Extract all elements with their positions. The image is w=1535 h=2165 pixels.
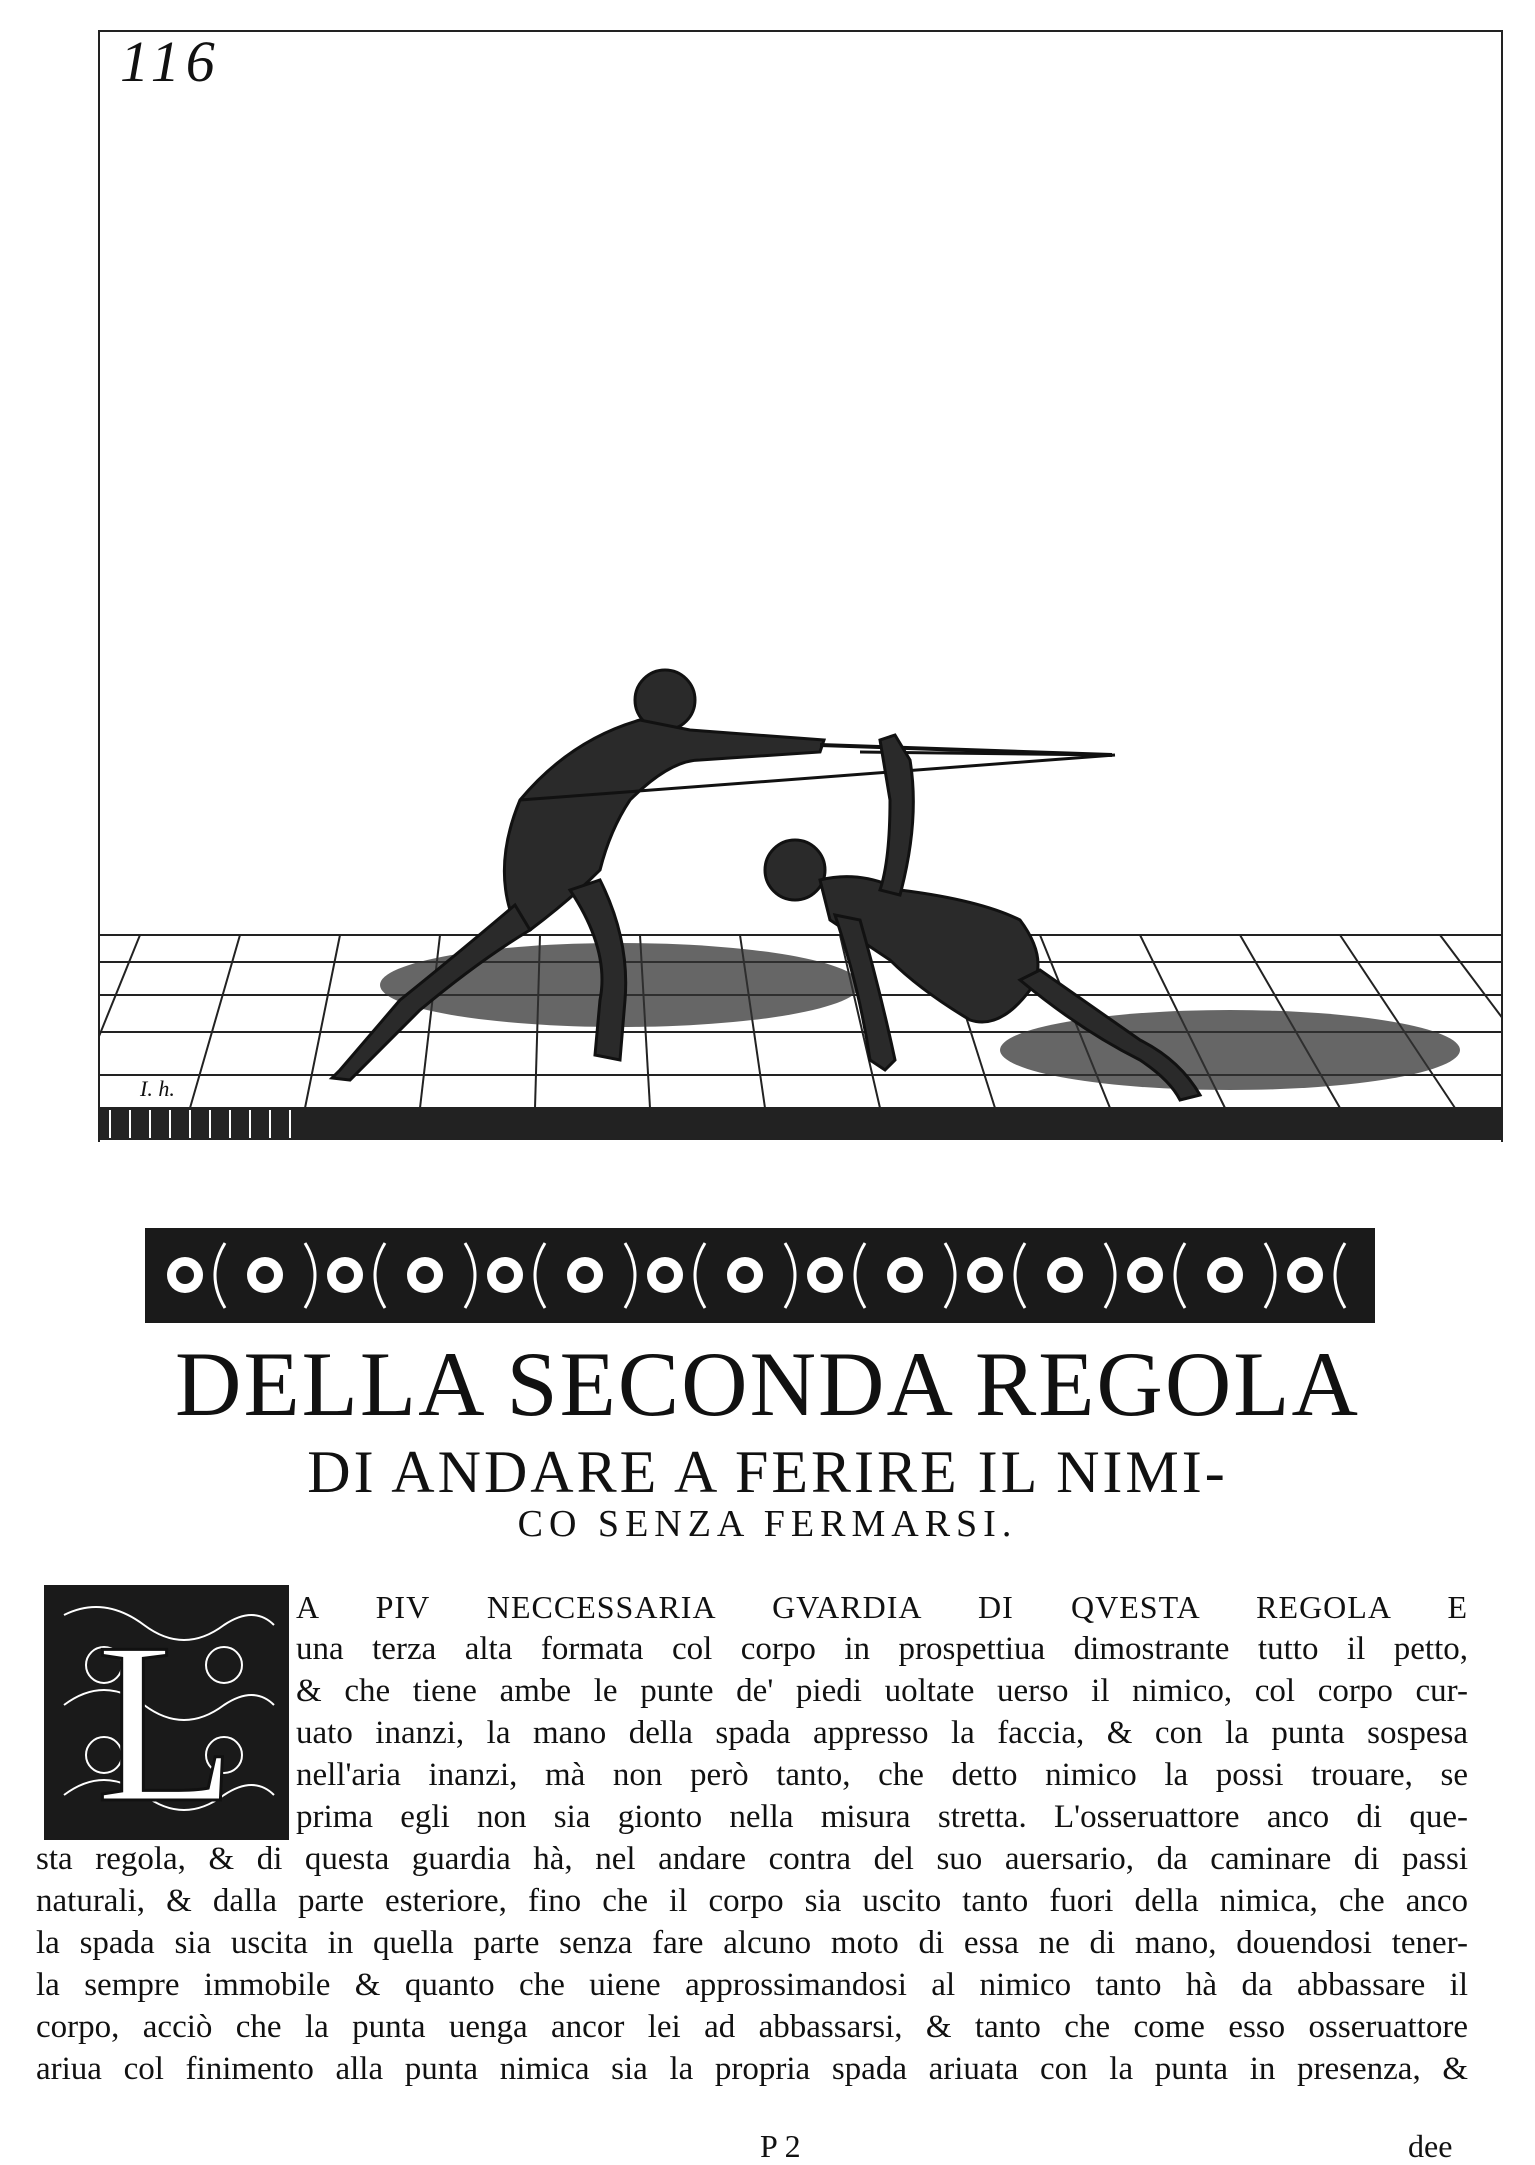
- engraver-initials: I. h.: [140, 1076, 175, 1101]
- body-line: & che tiene ambe le punte de' piedi uoltate uerso il nimico, col corpo cur-: [296, 1673, 1468, 1709]
- shadow-right: [1000, 1010, 1460, 1090]
- body-line: A PIV NECCESSARIA GVARDIA DI QVESTA REGOLA E: [296, 1589, 1468, 1625]
- right-fencer: [765, 735, 1200, 1100]
- drop-cap: [44, 1585, 289, 1840]
- body-line: uato inanzi, la mano della spada appresso la faccia, & con la punta sospesa: [296, 1715, 1468, 1751]
- body-line: sta regola, & di questa guardia hà, nel andare contra del suo auersario, da caminare di passi: [36, 1841, 1468, 1877]
- fencing-engraving: [100, 0, 1502, 1145]
- body-line: una terza alta formata col corpo in prospettiua dimostrante tutto il petto,: [296, 1631, 1468, 1667]
- hatched-base: [100, 1108, 1502, 1140]
- body-line: prima egli non sia gionto nella misura stretta. L'osseruattore anco di que-: [296, 1799, 1468, 1835]
- body-line: corpo, acciò che la punta uenga ancor lei ad abbassarsi, & tanto che come esso osseruattore: [36, 2009, 1468, 2045]
- body-line: nell'aria inanzi, mà non però tanto, che detto nimico la possi trouare, se: [296, 1757, 1468, 1793]
- decorative-ornament-band: [145, 1228, 1375, 1323]
- drop-cap-letter: L: [95, 1595, 237, 1840]
- page-number: 116: [120, 29, 221, 94]
- title-line-2: DI ANDARE A FERIRE IL NIMI-: [307, 1439, 1228, 1505]
- body-line: ariua col finimento alla punta nimica sia la propria spada ariuata con la punta in presenza, &: [36, 2051, 1468, 2087]
- signature-mark: P 2: [760, 2128, 801, 2164]
- body-line: la spada sia uscita in quella parte senza fare alcuno moto di essa ne di mano, douendosi tener-: [36, 1925, 1468, 1961]
- title-line-1: DELLA SECONDA REGOLA: [175, 1333, 1360, 1435]
- title-line-3: CO SENZA FERMARSI.: [517, 1503, 1018, 1545]
- body-line: naturali, & dalla parte esteriore, fino che il corpo sia uscito tanto fuori della nimica, che anco: [36, 1883, 1468, 1919]
- body-line: la sempre immobile & quanto che uiene approssimandosi al nimico tanto hà da abbassare il: [36, 1967, 1468, 2003]
- catchword: dee: [1408, 2128, 1453, 2164]
